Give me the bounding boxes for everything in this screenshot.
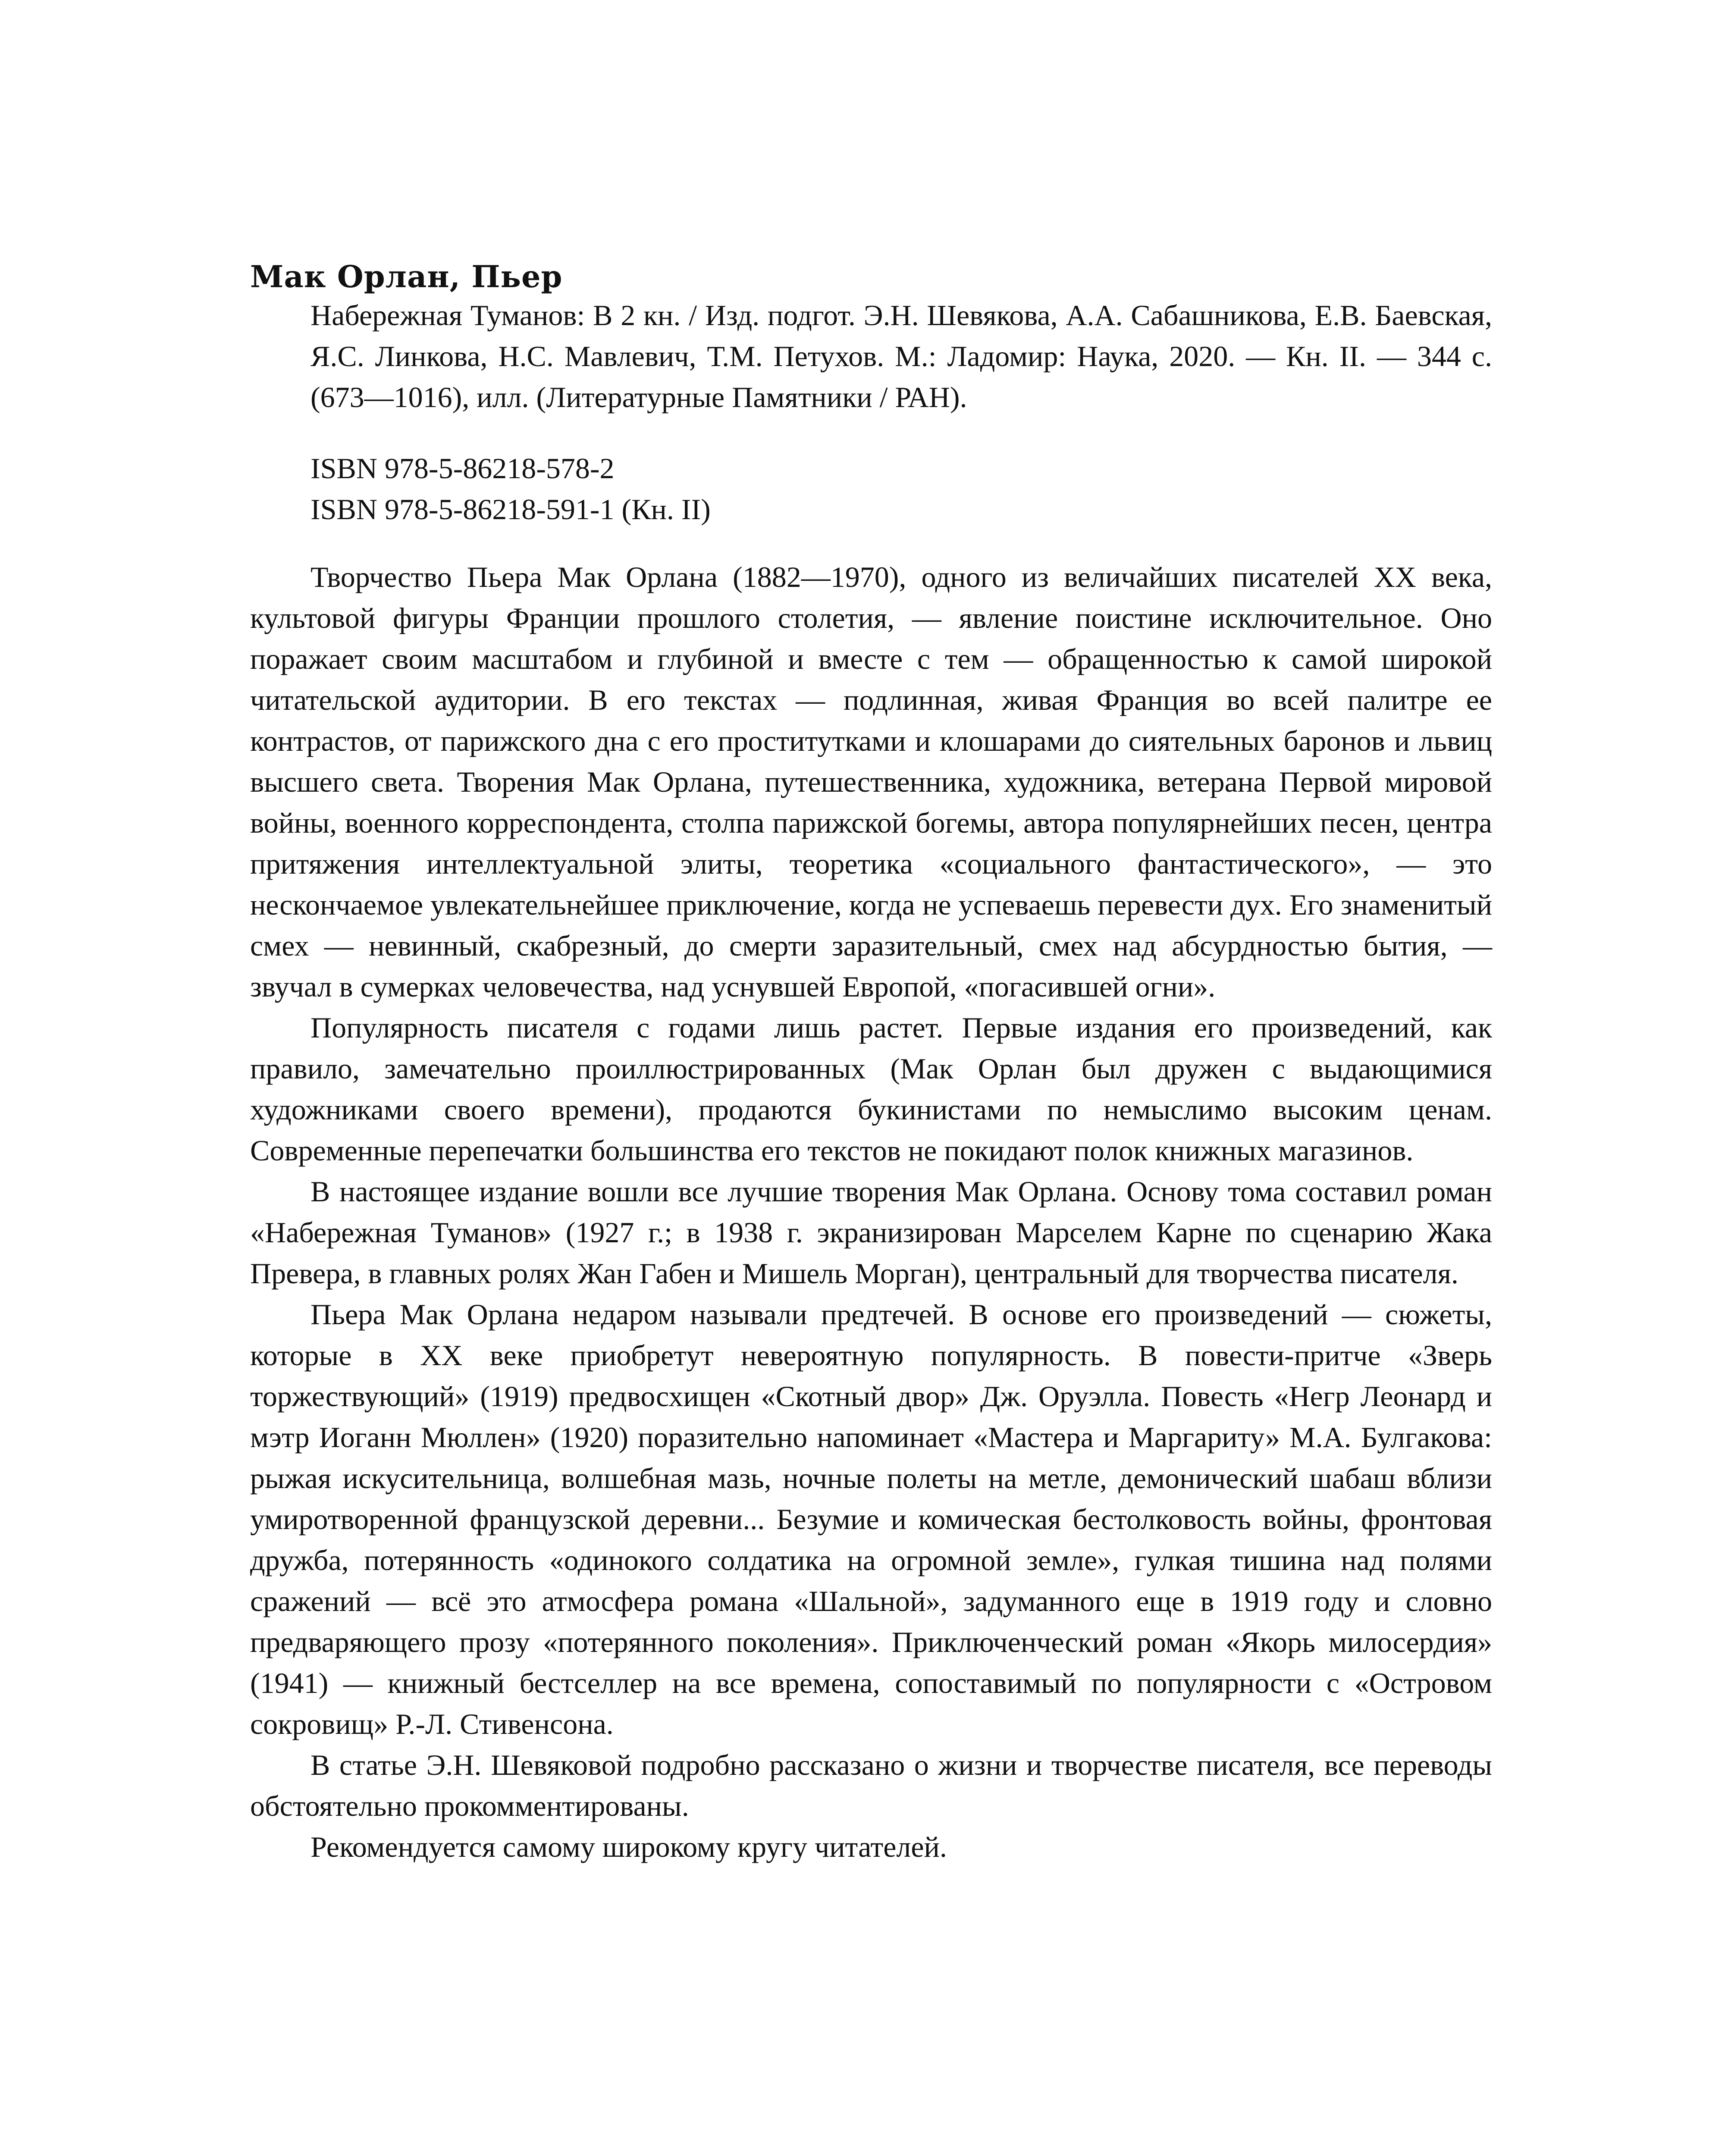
annotation <box>250 557 1492 1868</box>
annotation-paragraph: В настоящее издание вошли все лучшие творения Мак Орлана. Основу тома составил роман «Набережная Туманов» (1927 г.; в 1938 г. экранизирован Марселем Карне по сценарию Жака Превера, в главных ролях Жан Габен и Мишель Морган), центральный для творчества писателя. <box>250 1175 1492 1290</box>
author-heading: Мак Орлан, Пьер <box>250 259 563 295</box>
isbn-volume: ISBN 978-5-86218-591-1 (Кн. II) <box>310 493 711 526</box>
annotation-paragraph: Популярность писателя с годами лишь растет. Первые издания его произведений, как правило, замечательно проиллюстрированных (Мак Орлан был дружен с выдающимися художниками своего времени), продаются букинистами по немыслимо высоким ценам. Современные перепечатки большинства его текстов не покидают полок книжных магазинов. <box>250 1011 1492 1167</box>
annotation-paragraph: Пьера Мак Орлана недаром называли предтечей. В основе его произведений — сюжеты, которые в XX веке приобретут невероятную популярность. В повести-притче «Зверь торжествующий» (1919) предвосхищен «Скотный двор» Дж. Оруэлла. Повесть «Негр Леонард и мэтр Иоганн Мюллен» (1920) поразительно напоминает «Мастера и Маргариту» М.А. Булгакова: рыжая искусительница, волшебная мазь, ночные полеты на метле, демонический шабаш вблизи умиротворенной французской деревни... Безумие и комическая бестолковость войны, фронтовая дружба, потерянность «одинокого солдатика на огромной земле», гулкая тишина над полями сражений — всё это атмосфера романа «Шальной», задуманного еще в 1919 году и словно предваряющего прозу «потерянного поколения». Приключенческий роман «Якорь милосердия» (1941) — книжный бестселлер на все времена, сопоставимый по популярности с «Островом сокровищ» Р.-Л. Стивенсона. <box>250 1298 1492 1740</box>
annotation-paragraph: В статье Э.Н. Шевяковой подробно рассказано о жизни и творчестве писателя, все переводы обстоятельно прокомментированы. <box>250 1749 1492 1822</box>
annotation-paragraph: Рекомендуется самому широкому кругу читателей. <box>310 1830 947 1863</box>
catalog-record <box>250 259 1492 1868</box>
annotation-paragraph: Творчество Пьера Мак Орлана (1882—1970), одного из величайших писателей XX века, культовой фигуры Франции прошлого столетия, — явление поистине исключительное. Оно поражает своим масштабом и глубиной и вместе с тем — обращенностью к самой широкой читательской аудитории. В его текстах — подлинная, живая Франция во всей палитре ее контрастов, от парижского дна с его проститутками и клошарами до сиятельных баронов и львиц высшего света. Творения Мак Орлана, путешественника, художника, ветерана Первой мировой войны, военного корреспондента, столпа парижской богемы, автора популярнейших песен, центра притяжения интеллектуальной элиты, теоретика «социального фантастического», — это нескончаемое увлекательнейшее приключение, когда не успеваешь перевести дух. Его знаменитый смех — невинный, скабрезный, до смерти заразительный, смех над абсурдностью бытия, — звучал в сумерках человечества, над уснувшей Европой, «погасившей огни». <box>250 561 1492 1003</box>
isbn-block <box>250 448 1492 530</box>
bibliographic-description: Набережная Туманов: В 2 кн. / Изд. подгот. Э.Н. Шевякова, А.А. Сабашникова, Е.В. Баевская, Я.С. Линкова, Н.С. Мавлевич, Т.М. Петухов. М.: Ладомир: Наука, 2020. — Кн. II. — 344 с. (673—1016), илл. (Литературные Памятники / РАН). <box>310 299 1492 414</box>
isbn-set: ISBN 978-5-86218-578-2 <box>310 452 615 485</box>
